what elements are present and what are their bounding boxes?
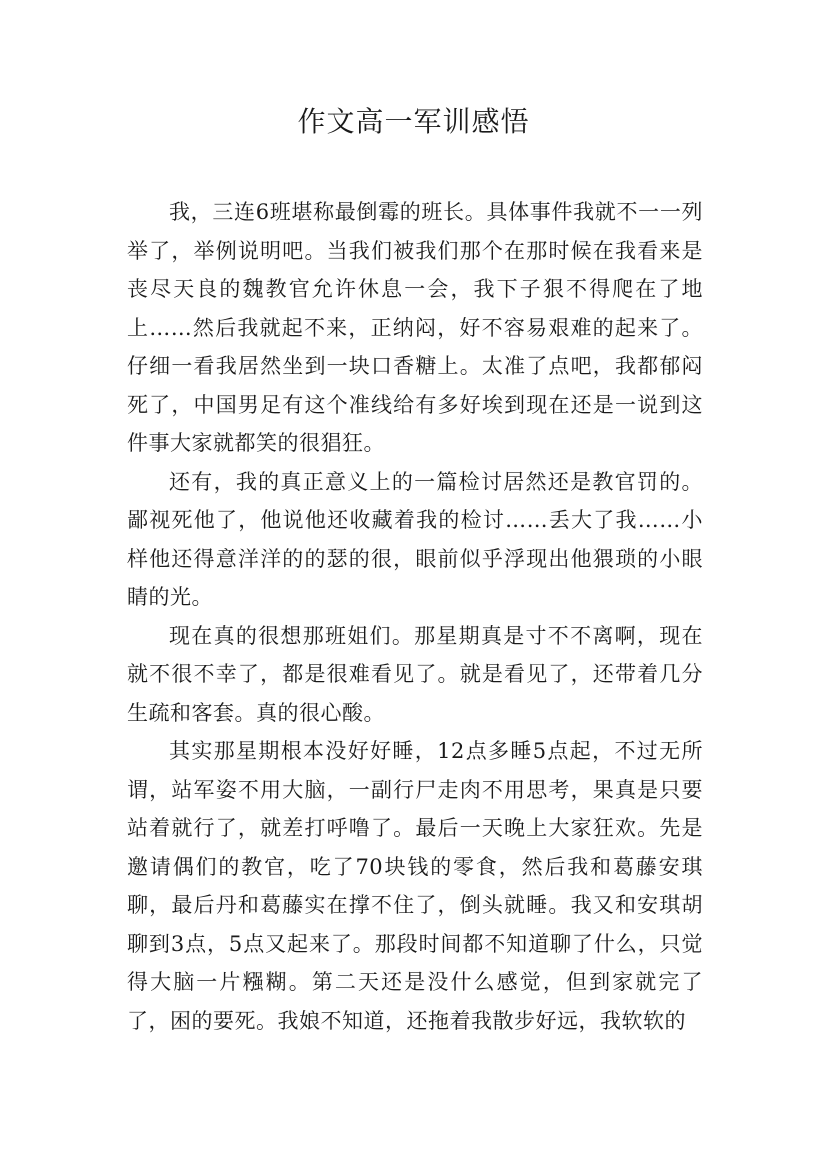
document-body [127, 193, 703, 1040]
paragraph-3: 现在真的很想那班姐们。那星期真是寸不不离啊，现在就不很不幸了，都是很难看见了。就是看见了，还带着几分生疏和客套。真的很心酸。 [127, 623, 703, 725]
paragraph-1: 我，三连6班堪称最倒霉的班长。具体事件我就不一一列举了，举例说明吧。当我们被我们那个在那时候在我看来是丧尽天良的魏教官允许休息一会，我下子狠不得爬在了地上……然后我就起不来，正纳闷，好不容易艰难的起来了。仔细一看我居然坐到一块口香糖上。太准了点吧，我都郁闷死了，中国男足有这个准线给有多好埃到现在还是一说到这件事大家就都笑的很猖狂。 [127, 200, 703, 455]
paragraph-2: 还有，我的真正意义上的一篇检讨居然还是教官罚的。鄙视死他了，他说他还收藏着我的检讨……丢大了我……小样他还得意洋洋的的瑟的很，眼前似乎浮现出他猥琐的小眼睛的光。 [127, 469, 703, 609]
paragraph-4: 其实那星期根本没好好睡，12点多睡5点起，不过无所谓，站军姿不用大脑，一副行尸走肉不用思考，果真是只要站着就行了，就差打呼噜了。最后一天晚上大家狂欢。先是邀请偶们的教官，吃了70块钱的零食，然后我和葛藤安琪聊，最后丹和葛藤实在撑不住了，倒头就睡。我又和安琪胡聊到3点，5点又起来了。那段时间都不知道聊了什么，只觉得大脑一片糨糊。第二天还是没什么感觉，但到家就完了了，困的要死。我娘不知道，还拖着我散步好远，我软软的 [127, 739, 703, 1033]
document-title: 作文高一军训感悟 [297, 105, 530, 138]
